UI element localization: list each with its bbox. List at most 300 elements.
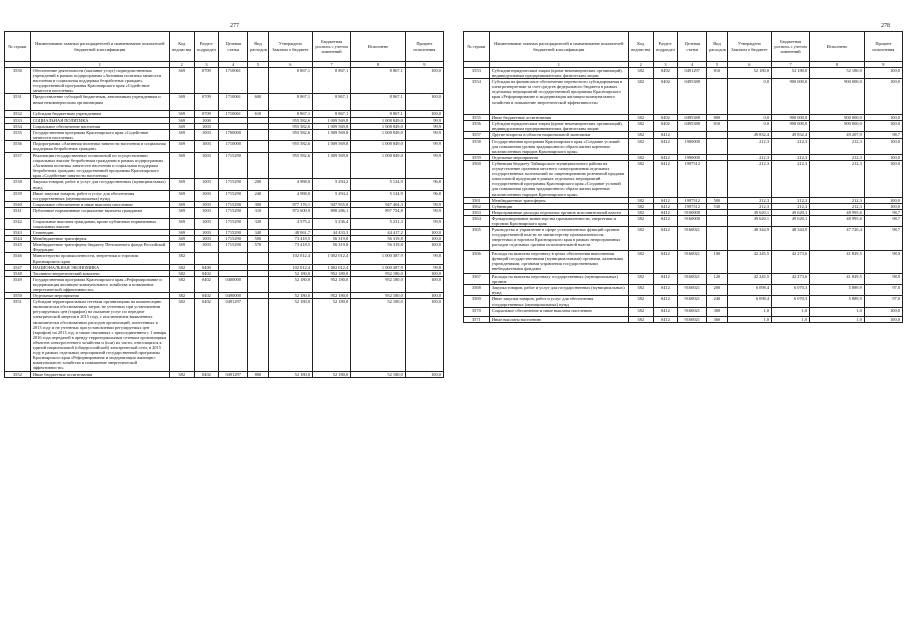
department-code: 369: [169, 179, 194, 190]
expense-type: 610: [248, 111, 269, 117]
target-item: 0491297: [219, 299, 248, 371]
row-number: 3557: [464, 132, 490, 138]
percent-executed: 97,0: [864, 285, 902, 296]
approved-amount: 955 582,6: [268, 123, 312, 129]
row-name: Расходы на выплаты персоналу в целях обеспечения выполнения функций государственными (муниципальными) органами, казенными учреждениями, органами управления государственными внебюджетными фондами: [489, 251, 628, 274]
row-number: 3564: [464, 215, 490, 226]
section-code: 1003: [194, 129, 219, 140]
row-number: 3534: [5, 123, 31, 129]
percent-executed: 100,0: [405, 270, 443, 276]
section-code: 0412: [653, 138, 678, 154]
header-row: [464, 32, 903, 62]
department-code: 382: [169, 293, 194, 299]
section-code: 1003: [194, 190, 219, 201]
section-code: 1003: [194, 152, 219, 178]
row-name: Обеспечение деятельности (оказание услуг) подведомственных учреждений в рамках подпрограммы «Активная политика занятости населения и социальная поддержка безработных граждан» государственной программы Красноярского края «Содействие занятости населения»: [30, 68, 169, 94]
row-number: 3533: [5, 117, 31, 123]
table-row: [5, 179, 444, 190]
schedule-amount: 900 000,0: [772, 121, 810, 132]
department-code: 369: [169, 140, 194, 152]
approved-amount: 49 620,1: [727, 215, 771, 226]
schedule-amount: 212,3: [772, 197, 810, 203]
table-row: [5, 140, 444, 152]
executed-amount: 952 180,0: [351, 293, 406, 299]
percent-executed: 100,0: [864, 115, 902, 121]
approved-amount: 49 620,1: [727, 209, 771, 215]
target-item: 1715290: [219, 201, 248, 207]
department-code: 382: [628, 203, 653, 209]
schedule-amount: 212,3: [772, 138, 810, 154]
approved-amount: 4 575,2: [268, 218, 312, 229]
percent-executed: 96,8: [405, 190, 443, 201]
schedule-amount: 900 000,0: [772, 79, 810, 115]
section-code: 1003: [194, 123, 219, 129]
schedule-amount: 1 009 569,8: [313, 123, 351, 129]
department-code: 382: [169, 299, 194, 371]
department-code: 382: [628, 68, 653, 79]
expense-type: 320: [248, 218, 269, 229]
approved-amount: 4 988,0: [268, 179, 312, 190]
executed-amount: 212,3: [810, 154, 865, 160]
row-number: 3550: [5, 293, 31, 299]
executed-amount: 212,3: [810, 138, 865, 154]
target-item: [219, 253, 248, 264]
approved-amount: 212,3: [727, 203, 771, 209]
percent-executed: 100,0: [405, 299, 443, 371]
header-expense-type: Вид расходов: [248, 32, 269, 62]
row-name: Государственная программа Красноярского края «Создание условий для повышения уровня традиционного образа жизни коренных малочисленных народов Красноярского края»: [489, 138, 628, 154]
expense-type: 300: [707, 307, 728, 316]
expense-type: 200: [707, 285, 728, 296]
target-item: 0490000: [219, 293, 248, 299]
target-item: 9100000: [678, 209, 707, 215]
executed-amount: 5 124,9: [351, 179, 406, 190]
column-index: 4: [678, 62, 707, 68]
target-item: 1715290: [219, 218, 248, 229]
department-code: 369: [169, 111, 194, 117]
percent-executed: 99,9: [405, 152, 443, 178]
percent-executed: 99,9: [405, 207, 443, 218]
department-code: 382: [628, 307, 653, 316]
executed-amount: 1 008 849,0: [351, 129, 406, 140]
department-code: 369: [169, 129, 194, 140]
department-code: 382: [628, 215, 653, 226]
approved-amount: 8 867,1: [268, 111, 312, 117]
row-number: 3532: [5, 111, 31, 117]
department-code: 382: [628, 316, 653, 322]
section-code: 0412: [653, 316, 678, 322]
approved-amount: 73 418,5: [268, 236, 312, 242]
section-code: 0412: [653, 227, 678, 251]
executed-amount: 56 319,8: [351, 242, 406, 253]
approved-amount: 0,0: [727, 121, 771, 132]
row-number: 3539: [5, 190, 31, 201]
executed-amount: 1 008 849,0: [351, 123, 406, 129]
department-code: 382: [628, 115, 653, 121]
table-row: [5, 253, 444, 264]
approved-amount: 1,0: [727, 307, 771, 316]
expense-type: 600: [248, 94, 269, 111]
percent-executed: 100,0: [864, 154, 902, 160]
column-index: 8: [351, 62, 406, 68]
expense-type: 300: [248, 201, 269, 207]
department-code: 369: [169, 207, 194, 218]
percent-executed: 99,9: [405, 129, 443, 140]
row-name: Публичные нормативные социальные выплаты гражданам: [30, 207, 169, 218]
section-code: 0402: [653, 79, 678, 115]
schedule-amount: 52 180,0: [313, 371, 351, 377]
table-row: [464, 215, 903, 226]
row-number: 3545: [5, 242, 31, 253]
row-name: Иные закупки товаров, работ и услуг для обеспечения государственных (муниципальных) нужд: [30, 190, 169, 201]
table-row: [464, 160, 903, 197]
approved-amount: 212,3: [727, 138, 771, 154]
schedule-amount: 1 009 569,8: [313, 140, 351, 152]
approved-amount: 42 245,5: [727, 274, 771, 285]
target-item: 0400000: [219, 276, 248, 292]
target-item: 9160021: [678, 285, 707, 296]
row-number: 3563: [464, 209, 490, 215]
row-number: 3552: [5, 371, 31, 377]
row-number: 3549: [5, 276, 31, 292]
section-code: 0412: [653, 132, 678, 138]
page-number: 278: [881, 23, 890, 29]
table-row: [464, 79, 903, 115]
column-index: 2: [628, 62, 653, 68]
department-code: 369: [169, 230, 194, 236]
expense-type: [248, 299, 269, 371]
table-row: [5, 371, 444, 377]
target-item: 9160021: [678, 316, 707, 322]
schedule-amount: 212,3: [772, 154, 810, 160]
approved-amount: 955 582,6: [268, 117, 312, 123]
column-index: 6: [268, 62, 312, 68]
schedule-amount: 52 180,0: [313, 299, 351, 371]
schedule-amount: 44 433,3: [313, 230, 351, 236]
table-row: [464, 251, 903, 274]
percent-executed: 100,0: [405, 68, 443, 94]
approved-amount: 212,3: [727, 197, 771, 203]
row-name: Иные выплаты населению: [489, 316, 628, 322]
percent-executed: 96,8: [405, 179, 443, 190]
target-item: 9160021: [678, 274, 707, 285]
department-code: 382: [169, 270, 194, 276]
page-right: [463, 0, 903, 640]
percent-executed: 97,0: [864, 296, 902, 307]
percent-executed: 99,8: [405, 264, 443, 270]
expense-type: [248, 68, 269, 94]
row-number: 3565: [464, 227, 490, 251]
schedule-amount: 49 620,1: [772, 209, 810, 215]
approved-amount: 52 180,0: [268, 371, 312, 377]
department-code: 382: [169, 253, 194, 264]
column-index: 5: [707, 62, 728, 68]
target-item: 1715290: [219, 179, 248, 190]
approved-amount: 102 012,4: [268, 264, 312, 270]
expense-type: 100: [707, 251, 728, 274]
executed-amount: 52 180,0: [810, 68, 865, 79]
schedule-amount: 898 286,1: [313, 207, 351, 218]
target-item: 0495388: [678, 121, 707, 132]
percent-executed: 99,9: [405, 201, 443, 207]
schedule-amount: 1 009 569,8: [313, 117, 351, 123]
section-code: 0412: [653, 154, 678, 160]
approved-amount: 877 176,1: [268, 201, 312, 207]
row-name: Иные закупки товаров, работ и услуг для обеспечения государственных (муниципальных) нужд: [489, 296, 628, 307]
table-row: [5, 129, 444, 140]
approved-amount: 1,0: [727, 316, 771, 322]
percent-executed: 100,0: [405, 111, 443, 117]
schedule-amount: 1 009 569,8: [313, 152, 351, 178]
schedule-amount: 1 009 569,8: [313, 129, 351, 140]
approved-amount: 6 098,4: [727, 285, 771, 296]
schedule-amount: 947 955,8: [313, 201, 351, 207]
percent-executed: 100,0: [864, 79, 902, 115]
approved-amount: 212,3: [727, 160, 771, 197]
schedule-amount: 5 236,4: [313, 218, 351, 229]
percent-executed: 100,0: [405, 293, 443, 299]
approved-amount: 955 582,6: [268, 152, 312, 178]
header-percent: Процент исполнения: [405, 32, 443, 62]
section-code: 0709: [194, 111, 219, 117]
percent-executed: 100,0: [405, 94, 443, 111]
table-row: [464, 68, 903, 79]
department-code: 382: [169, 371, 194, 377]
section-code: 1003: [194, 230, 219, 236]
row-number: 3553: [464, 68, 490, 79]
section-code: 0402: [653, 68, 678, 79]
row-name: СОЦИАЛЬНАЯ ПОЛИТИКА: [30, 117, 169, 123]
table-row: [5, 276, 444, 292]
approved-amount: 52 180,0: [268, 293, 312, 299]
percent-executed: 99,8: [405, 253, 443, 264]
row-name: Отдельные мероприятия: [30, 293, 169, 299]
approved-amount: 872 600,9: [268, 207, 312, 218]
approved-amount: 955 582,6: [268, 129, 312, 140]
section-code: 0412: [653, 274, 678, 285]
row-number: 3542: [5, 218, 31, 229]
expense-type: 810: [707, 121, 728, 132]
table-row: [464, 227, 903, 251]
row-name: Топливно-энергетический комплекс: [30, 270, 169, 276]
table-row: [5, 207, 444, 218]
department-code: 369: [169, 152, 194, 178]
schedule-amount: 1,0: [772, 307, 810, 316]
approved-amount: 52 180,0: [268, 270, 312, 276]
percent-executed: 100,0: [864, 160, 902, 197]
header-budget-schedule: Бюджетная роспись с учетом изменений: [772, 32, 810, 62]
section-code: 0412: [653, 209, 678, 215]
section-code: 1003: [194, 236, 219, 242]
schedule-amount: 6 070,3: [772, 285, 810, 296]
section-code: 1000: [194, 117, 219, 123]
target-item: 1715290: [219, 152, 248, 178]
executed-amount: 49 207,9: [810, 132, 865, 138]
target-item: 9160021: [678, 296, 707, 307]
approved-amount: 0,0: [727, 115, 771, 121]
target-item: 1997512: [678, 160, 707, 197]
target-item: 1700000: [219, 129, 248, 140]
target-item: 1997512: [678, 197, 707, 203]
approved-amount: 73 418,5: [268, 242, 312, 253]
expense-type: 310: [248, 207, 269, 218]
schedule-amount: 1,0: [772, 316, 810, 322]
schedule-amount: 952 180,0: [313, 293, 351, 299]
schedule-amount: 900 000,0: [772, 115, 810, 121]
header-expense-type: Вид расходов: [707, 32, 728, 62]
row-number: 3536: [5, 140, 31, 152]
row-name: Субвенция бюджету Таймырского муниципального района на осуществление органами местного самоуправления отдельных государственных полномочий по лицензированию розничной продажи алкогольной продукции в рамках отдельных мероприятий государственной программы Красноярского края «Создание условий для повышения уровня традиционного образа жизни коренных малочисленных народов Красноярского края»: [489, 160, 628, 197]
target-item: 9160021: [678, 307, 707, 316]
table-row: [5, 94, 444, 111]
executed-amount: 5 231,3: [351, 218, 406, 229]
schedule-amount: 1 002 012,4: [313, 264, 351, 270]
row-number: 3546: [5, 253, 31, 264]
column-index: 2: [169, 62, 194, 68]
target-item: 1710061: [219, 94, 248, 111]
approved-amount: 6 098,4: [727, 296, 771, 307]
row-number: 3568: [464, 285, 490, 296]
section-code: 1003: [194, 207, 219, 218]
approved-amount: 52 180,0: [268, 299, 312, 371]
section-code: 0412: [653, 160, 678, 197]
schedule-amount: 49 832,4: [772, 132, 810, 138]
row-name: Социальное обеспечение населения: [30, 123, 169, 129]
row-name: Субсидии юридическим лицам (кроме некоммерческих организаций), индивидуальным предпринимателям, физическим лицам: [489, 121, 628, 132]
department-code: 382: [169, 264, 194, 270]
section-code: 0709: [194, 68, 219, 94]
header-name: Наименование главных распорядителей и наименование показателей бюджетной классификации: [489, 32, 628, 62]
department-code: 382: [628, 227, 653, 251]
table-row: [464, 296, 903, 307]
row-name: Субсидии юридическим лицам (кроме некоммерческих организаций), индивидуальным предпринимателям, физическим лицам: [489, 68, 628, 79]
executed-amount: 900 000,0: [810, 79, 865, 115]
department-code: 369: [169, 117, 194, 123]
row-number: 3551: [5, 299, 31, 371]
department-code: 382: [628, 285, 653, 296]
executed-amount: 5 124,9: [351, 190, 406, 201]
header-section: Раздел-подраздел: [653, 32, 678, 62]
section-code: 0402: [653, 121, 678, 132]
executed-amount: 8 867,1: [351, 68, 406, 94]
header-approved: Утверждено Законом о бюджете: [268, 32, 312, 62]
row-name: Социальные выплаты гражданам, кроме публичных нормативных социальных выплат: [30, 218, 169, 229]
target-item: 1715290: [219, 242, 248, 253]
percent-executed: 100,0: [864, 316, 902, 322]
table-header: [464, 32, 903, 68]
percent-executed: 98,7: [864, 215, 902, 226]
department-code: 382: [628, 160, 653, 197]
row-number: 3571: [464, 316, 490, 322]
department-code: 369: [169, 218, 194, 229]
approved-amount: 955 582,6: [268, 140, 312, 152]
expense-type: 200: [248, 179, 269, 190]
table-row: [5, 299, 444, 371]
department-code: 369: [169, 190, 194, 201]
executed-amount: 212,3: [810, 160, 865, 197]
row-number: 3531: [5, 94, 31, 111]
row-number: 3566: [464, 251, 490, 274]
row-number: 3570: [464, 307, 490, 316]
target-item: 1710061: [219, 111, 248, 117]
row-number: 3555: [464, 115, 490, 121]
section-code: 1003: [194, 179, 219, 190]
schedule-amount: 48 344,9: [772, 227, 810, 251]
approved-amount: 52 180,0: [727, 68, 771, 79]
schedule-amount: 42 273,6: [772, 274, 810, 285]
percent-executed: 99,9: [405, 123, 443, 129]
percent-executed: 98,7: [864, 132, 902, 138]
row-name: Другие вопросы в области национальной экономики: [489, 132, 628, 138]
section-code: 1003: [194, 242, 219, 253]
header-row-number: № строки: [464, 32, 490, 62]
row-name: Межбюджетные трансферты: [30, 236, 169, 242]
column-index: 7: [313, 62, 351, 68]
percent-executed: 100,0: [405, 230, 443, 236]
table-body: [5, 68, 444, 378]
schedule-amount: 5 294,2: [313, 179, 351, 190]
executed-amount: 47 720,4: [810, 227, 865, 251]
department-code: 382: [628, 79, 653, 115]
percent-executed: 99,9: [405, 218, 443, 229]
section-code: 1003: [194, 218, 219, 229]
section-code: 0402: [194, 293, 219, 299]
row-name: Предоставление субсидий бюджетным, автономным учреждениям и иным некоммерческим организациям: [30, 94, 169, 111]
section-code: 0402: [653, 115, 678, 121]
row-name: Иные бюджетные ассигнования: [489, 115, 628, 121]
percent-executed: 100,0: [405, 276, 443, 292]
executed-amount: 8 867,1: [351, 94, 406, 111]
expense-type: 500: [248, 236, 269, 242]
row-name: Межбюджетные трансферты: [489, 197, 628, 203]
target-item: 1715290: [219, 190, 248, 201]
executed-amount: 41 829,5: [810, 274, 865, 285]
row-number: 3556: [464, 121, 490, 132]
table-row: [464, 316, 903, 322]
percent-executed: 100,0: [405, 242, 443, 253]
department-code: 369: [169, 242, 194, 253]
approved-amount: 8 867,1: [268, 68, 312, 94]
table-row: [5, 218, 444, 229]
executed-amount: 900 000,0: [810, 115, 865, 121]
table-row: [464, 138, 903, 154]
row-number: 3559: [464, 154, 490, 160]
percent-executed: 98,9: [864, 274, 902, 285]
row-name: Государственная программа Красноярского края «Содействие занятости населения»: [30, 129, 169, 140]
row-number: 3538: [5, 179, 31, 190]
row-number: 3554: [464, 79, 490, 115]
row-number: 3562: [464, 203, 490, 209]
approved-amount: 0,0: [727, 79, 771, 115]
target-item: 1900000: [678, 138, 707, 154]
expense-type: [248, 140, 269, 152]
section-code: 1003: [194, 140, 219, 152]
executed-amount: 48 995,6: [810, 215, 865, 226]
schedule-amount: 8 867,1: [313, 111, 351, 117]
row-name: Руководство и управление в сфере установленных функций органов государственной власти по министерству промышленности, энергетики и торговли Красноярского края в рамках непрограммных расходов отдельных органов исполнительной власти: [489, 227, 628, 251]
percent-executed: 98,7: [864, 227, 902, 251]
row-name: Субвенции: [489, 203, 628, 209]
executed-amount: 1 008 849,0: [351, 152, 406, 178]
department-code: 369: [169, 236, 194, 242]
section-code: 0412: [653, 215, 678, 226]
row-name: Функционирование министерства промышленности, энергетики и торговли Красноярского края: [489, 215, 628, 226]
percent-executed: 100,0: [864, 307, 902, 316]
department-code: 382: [628, 209, 653, 215]
header-approved: Утверждено Законом о бюджете: [727, 32, 771, 62]
approved-amount: 49 832,4: [727, 132, 771, 138]
header-target-item: Целевая статья: [678, 32, 707, 62]
